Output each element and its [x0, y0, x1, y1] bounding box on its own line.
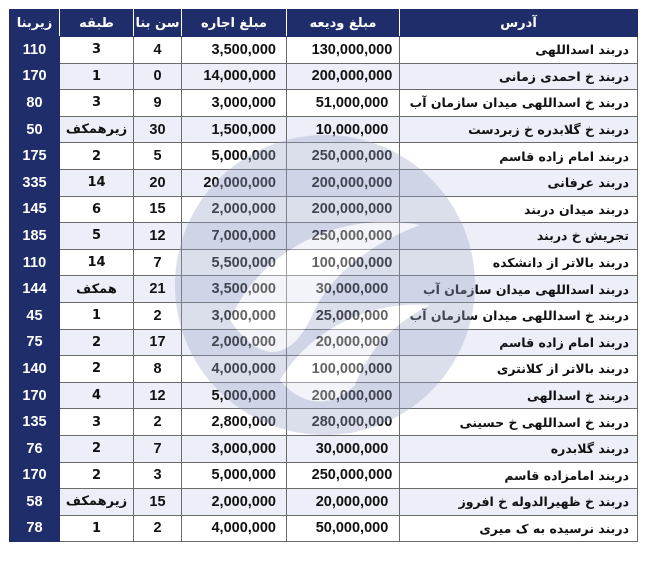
address-cell: دربند عرفانی [400, 169, 638, 196]
age-cell: 30 [134, 116, 182, 143]
table-body [10, 37, 638, 542]
floor-cell: 5 [60, 223, 134, 250]
address-cell: دربند بالاتر از کلانتری [400, 356, 638, 383]
floor-cell: 2 [60, 462, 134, 489]
floor-cell: 6 [60, 196, 134, 223]
area-cell: 140 [10, 356, 60, 383]
floor-cell: 1 [60, 515, 134, 542]
address-cell: دربند امامزاده قاسم [400, 462, 638, 489]
area-cell: 144 [10, 276, 60, 303]
header-area: زیربنا [10, 10, 60, 37]
area-cell: 78 [10, 515, 60, 542]
area-cell: 145 [10, 196, 60, 223]
deposit-cell: 200,000,000 [287, 169, 400, 196]
area-cell: 76 [10, 435, 60, 462]
floor-cell: 2 [60, 435, 134, 462]
deposit-cell: 200,000,000 [287, 63, 400, 90]
rent-cell: 2,800,000 [182, 409, 287, 436]
deposit-cell: 280,000,000 [287, 409, 400, 436]
table-row [10, 302, 638, 329]
deposit-cell: 200,000,000 [287, 382, 400, 409]
deposit-cell: 30,000,000 [287, 276, 400, 303]
rent-cell: 5,000,000 [182, 462, 287, 489]
floor-cell: 4 [60, 382, 134, 409]
age-cell: 17 [134, 329, 182, 356]
area-cell: 170 [10, 382, 60, 409]
deposit-cell: 250,000,000 [287, 223, 400, 250]
age-cell: 21 [134, 276, 182, 303]
area-cell: 110 [10, 37, 60, 64]
rent-cell: 5,000,000 [182, 143, 287, 170]
age-cell: 15 [134, 196, 182, 223]
floor-cell: 3 [60, 37, 134, 64]
address-cell: دربند اسداللهی میدان سازمان آب [400, 276, 638, 303]
address-cell: تجریش خ دربند [400, 223, 638, 250]
address-cell: دربند اسداللهی [400, 37, 638, 64]
area-cell: 170 [10, 63, 60, 90]
rent-cell: 2,000,000 [182, 329, 287, 356]
rental-listings-table-wrapper [9, 9, 637, 542]
rent-cell: 4,000,000 [182, 356, 287, 383]
rent-cell: 5,000,000 [182, 382, 287, 409]
floor-cell: 2 [60, 143, 134, 170]
table-row [10, 37, 638, 64]
address-cell: دربند گلابدره [400, 435, 638, 462]
floor-cell: 2 [60, 356, 134, 383]
deposit-cell: 20,000,000 [287, 329, 400, 356]
address-cell: دربند خ احمدی زمانی [400, 63, 638, 90]
rent-cell: 7,000,000 [182, 223, 287, 250]
age-cell: 12 [134, 382, 182, 409]
age-cell: 7 [134, 435, 182, 462]
deposit-cell: 51,000,000 [287, 90, 400, 117]
floor-cell: 3 [60, 90, 134, 117]
deposit-cell: 250,000,000 [287, 143, 400, 170]
deposit-cell: 100,000,000 [287, 356, 400, 383]
table-row [10, 329, 638, 356]
rent-cell: 2,000,000 [182, 489, 287, 516]
rent-cell: 3,500,000 [182, 276, 287, 303]
rent-cell: 3,000,000 [182, 90, 287, 117]
age-cell: 9 [134, 90, 182, 117]
deposit-cell: 20,000,000 [287, 489, 400, 516]
floor-cell: 3 [60, 409, 134, 436]
rent-cell: 20,000,000 [182, 169, 287, 196]
address-cell: دربند نرسیده به ک میری [400, 515, 638, 542]
area-cell: 75 [10, 329, 60, 356]
floor-cell: 1 [60, 302, 134, 329]
address-cell: دربند خ اسداللهی خ حسینی [400, 409, 638, 436]
table-row [10, 223, 638, 250]
header-deposit: مبلغ ودیعه [287, 10, 400, 37]
deposit-cell: 130,000,000 [287, 37, 400, 64]
area-cell: 45 [10, 302, 60, 329]
address-cell: دربند خ اسداللهی میدان سازمان آب [400, 90, 638, 117]
area-cell: 170 [10, 462, 60, 489]
floor-cell: زیرهمکف [60, 116, 134, 143]
rental-listings-table [9, 9, 638, 542]
table-row [10, 382, 638, 409]
deposit-cell: 50,000,000 [287, 515, 400, 542]
age-cell: 2 [134, 302, 182, 329]
table-row [10, 462, 638, 489]
deposit-cell: 10,000,000 [287, 116, 400, 143]
header-age: سن بنا [134, 10, 182, 37]
table-row [10, 356, 638, 383]
floor-cell: 1 [60, 63, 134, 90]
floor-cell: 14 [60, 249, 134, 276]
area-cell: 50 [10, 116, 60, 143]
area-cell: 80 [10, 90, 60, 117]
header-row [10, 10, 638, 37]
deposit-cell: 30,000,000 [287, 435, 400, 462]
table-row [10, 409, 638, 436]
rent-cell: 4,000,000 [182, 515, 287, 542]
area-cell: 185 [10, 223, 60, 250]
deposit-cell: 250,000,000 [287, 462, 400, 489]
table-row [10, 249, 638, 276]
age-cell: 8 [134, 356, 182, 383]
table-row [10, 489, 638, 516]
table-row [10, 435, 638, 462]
age-cell: 15 [134, 489, 182, 516]
table-row [10, 143, 638, 170]
table-row [10, 63, 638, 90]
age-cell: 4 [134, 37, 182, 64]
area-cell: 175 [10, 143, 60, 170]
area-cell: 135 [10, 409, 60, 436]
age-cell: 2 [134, 409, 182, 436]
header-address: آدرس [400, 10, 638, 37]
address-cell: دربند بالاتر از دانشکده [400, 249, 638, 276]
age-cell: 3 [134, 462, 182, 489]
header-rent: مبلغ اجاره [182, 10, 287, 37]
rent-cell: 3,500,000 [182, 37, 287, 64]
table-row [10, 116, 638, 143]
rent-cell: 3,000,000 [182, 435, 287, 462]
age-cell: 7 [134, 249, 182, 276]
deposit-cell: 100,000,000 [287, 249, 400, 276]
rent-cell: 1,500,000 [182, 116, 287, 143]
age-cell: 20 [134, 169, 182, 196]
address-cell: دربند خ اسداللهی میدان سازمان آب [400, 302, 638, 329]
address-cell: دربند خ ظهیرالدوله خ افروز [400, 489, 638, 516]
table-row [10, 196, 638, 223]
address-cell: دربند امام زاده قاسم [400, 143, 638, 170]
age-cell: 12 [134, 223, 182, 250]
area-cell: 335 [10, 169, 60, 196]
floor-cell: 2 [60, 329, 134, 356]
address-cell: دربند میدان دربند [400, 196, 638, 223]
table-row [10, 515, 638, 542]
rent-cell: 3,000,000 [182, 302, 287, 329]
address-cell: دربند خ گلابدره خ زبردست [400, 116, 638, 143]
floor-cell: 14 [60, 169, 134, 196]
floor-cell: زیرهمکف [60, 489, 134, 516]
age-cell: 5 [134, 143, 182, 170]
address-cell: دربند خ اسدالهی [400, 382, 638, 409]
header-floor: طبقه [60, 10, 134, 37]
rent-cell: 14,000,000 [182, 63, 287, 90]
address-cell: دربند امام زاده قاسم [400, 329, 638, 356]
deposit-cell: 200,000,000 [287, 196, 400, 223]
floor-cell: همکف [60, 276, 134, 303]
age-cell: 0 [134, 63, 182, 90]
table-row [10, 276, 638, 303]
age-cell: 2 [134, 515, 182, 542]
deposit-cell: 25,000,000 [287, 302, 400, 329]
area-cell: 58 [10, 489, 60, 516]
area-cell: 110 [10, 249, 60, 276]
rent-cell: 2,000,000 [182, 196, 287, 223]
table-row [10, 90, 638, 117]
table-row [10, 169, 638, 196]
rent-cell: 5,500,000 [182, 249, 287, 276]
